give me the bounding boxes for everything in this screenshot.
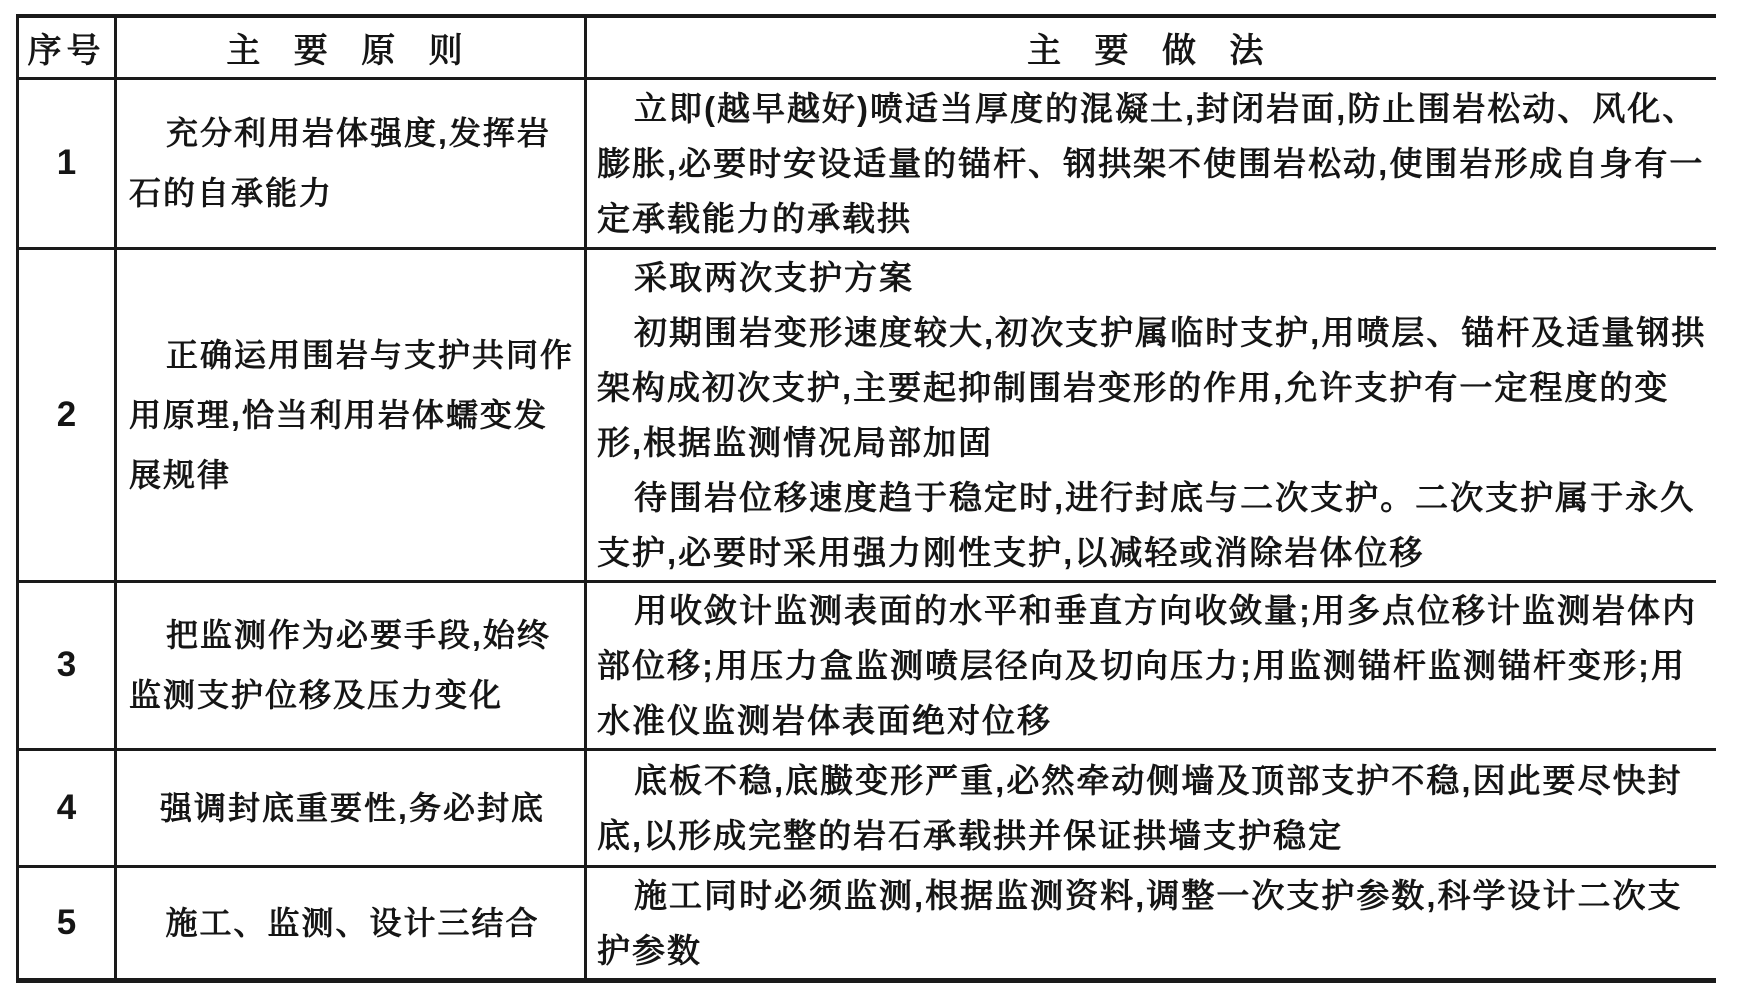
principle-text: 强调封底重要性,务必封底 xyxy=(160,789,545,826)
row-principle-cell xyxy=(116,749,586,866)
table-row xyxy=(18,78,1716,248)
row-index: 3 xyxy=(56,645,77,684)
row-method-cell xyxy=(586,78,1716,248)
row-index-cell xyxy=(18,248,116,581)
principle-text: 充分利用岩体强度,发挥岩石的自承能力 xyxy=(129,115,551,211)
method-paragraph: 待围岩位移速度趋于稳定时,进行封底与二次支护。二次支护属于永久支护,必要时采用强力刚性支护,以减轻或消除岩体位移 xyxy=(597,478,1696,571)
row-method-cell xyxy=(586,749,1716,866)
header-cell-method: 主 要 做 法 xyxy=(586,16,1716,78)
method-paragraph: 底板不稳,底臌变形严重,必然牵动侧墙及顶部支护不稳,因此要尽快封底,以形成完整的岩石承载拱并保证拱墙支护稳定 xyxy=(597,761,1683,854)
row-index: 4 xyxy=(56,787,77,827)
row-method-cell xyxy=(586,248,1716,581)
method-paragraph: 初期围岩变形速度较大,初次支护属临时支护,用喷层、锚杆及适量钢拱架构成初次支护,主要起抑制围岩变形的作用,允许支护有一定程度的变形,根据监测情况局部加固 xyxy=(597,313,1707,461)
header-cell-index: 序号 xyxy=(18,16,116,78)
row-principle-cell xyxy=(116,248,586,581)
row-index: 1 xyxy=(56,143,77,182)
row-index: 2 xyxy=(56,394,77,434)
header-cell-principle: 主 要 原 则 xyxy=(116,16,586,78)
method-paragraph: 施工同时必须监测,根据监测资料,调整一次支护参数,科学设计二次支护参数 xyxy=(597,876,1683,969)
method-paragraph: 采取两次支护方案 xyxy=(634,258,914,296)
row-index: 5 xyxy=(56,902,77,942)
row-principle-cell xyxy=(116,78,586,248)
principle-text: 把监测作为必要手段,始终监测支护位移及压力变化 xyxy=(129,617,551,713)
principle-text: 施工、监测、设计三结合 xyxy=(165,904,540,941)
table-header xyxy=(18,16,1716,78)
row-index-cell xyxy=(18,866,116,980)
row-method-cell xyxy=(586,866,1716,980)
table-row xyxy=(18,866,1716,980)
row-principle-cell xyxy=(116,581,586,749)
row-principle-cell xyxy=(116,866,586,980)
principles-methods-table xyxy=(16,14,1716,983)
row-index-cell xyxy=(18,581,116,749)
header-row xyxy=(18,16,1716,78)
table-row xyxy=(18,749,1716,866)
row-index-cell xyxy=(18,749,116,866)
table-body xyxy=(18,78,1716,980)
principle-text: 正确运用围岩与支护共同作用原理,恰当利用岩体蠕变发展规律 xyxy=(129,336,575,493)
row-index-cell xyxy=(18,78,116,248)
method-paragraph: 用收敛计监测表面的水平和垂直方向收敛量;用多点位移计监测岩体内部位移;用压力盒监测喷层径向及切向压力;用监测锚杆监测锚杆变形;用水准仪监测岩体表面绝对位移 xyxy=(597,591,1697,739)
method-paragraph: 立即(越早越好)喷适当厚度的混凝土,封闭岩面,防止围岩松动、风化、膨胀,必要时安设适量的锚杆、钢拱架不使围岩松动,使围岩形成自身有一定承载能力的承载拱 xyxy=(597,89,1705,237)
table-row xyxy=(18,248,1716,581)
table-row xyxy=(18,581,1716,749)
row-method-cell xyxy=(586,581,1716,749)
